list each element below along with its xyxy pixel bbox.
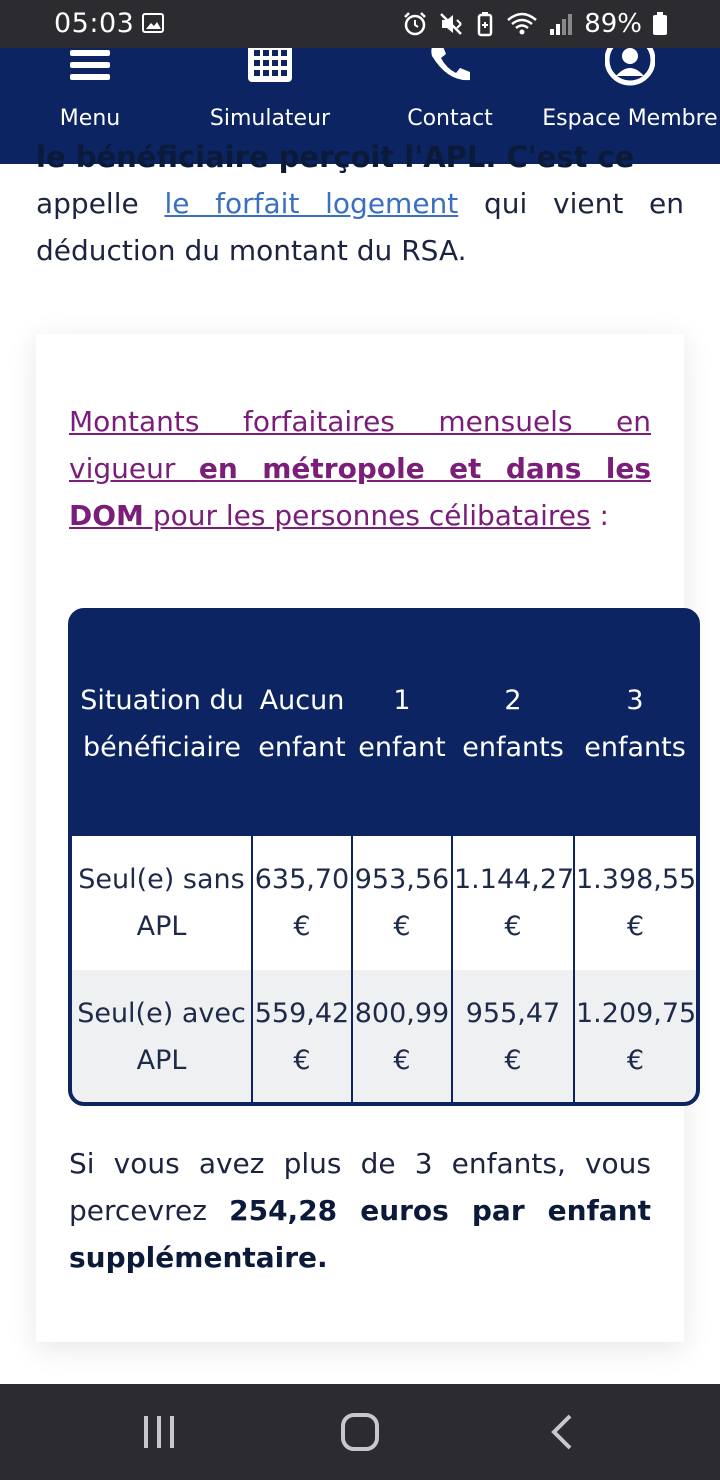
title-part-2: pour les personnes célibataires	[143, 499, 591, 532]
nav-espace-membre-label: Espace Membre	[542, 106, 718, 131]
header-3-enfants: 3 enfants	[574, 612, 696, 836]
mute-icon	[438, 11, 464, 37]
android-nav-bar	[0, 1384, 720, 1480]
header-2-enfants: 2 enfants	[452, 612, 574, 836]
user-icon	[605, 48, 655, 86]
table-cell: 559,42 €	[252, 970, 352, 1104]
table-cell: 1.398,55 €	[574, 836, 696, 970]
table-cell: 635,70 €	[252, 836, 352, 970]
table-cell: 953,56 €	[352, 836, 452, 970]
status-bar	[0, 0, 720, 48]
table-row	[72, 836, 696, 970]
back-icon[interactable]	[548, 1412, 576, 1452]
title-colon: :	[590, 499, 609, 532]
header-situation: Situation du bénéficiaire	[72, 612, 252, 836]
nav-menu-label: Menu	[59, 106, 121, 131]
calculator-icon	[247, 48, 293, 84]
status-time: 05:03	[54, 8, 135, 39]
table-cell: 1.209,75 €	[574, 970, 696, 1104]
amounts-table	[72, 612, 696, 1104]
intro-text-before: appelle	[36, 187, 165, 220]
forfait-logement-link[interactable]: le forfait logement	[164, 187, 459, 220]
amounts-table-wrapper	[68, 608, 700, 1106]
table-cell: Seul(e) sans APL	[72, 836, 252, 970]
battery-icon	[652, 12, 668, 36]
note-bold: 254,28 euros par enfant supplémentaire.	[69, 1194, 651, 1274]
home-icon[interactable]	[340, 1412, 380, 1452]
table-cell: 1.144,27 €	[452, 836, 574, 970]
recent-apps-icon[interactable]	[142, 1412, 176, 1452]
intro-text-after: qui vient en déduction du montant du RSA.	[36, 187, 684, 267]
wifi-icon	[506, 11, 538, 37]
nav-contact-label: Contact	[407, 106, 493, 131]
header-1-enfant: 1 enfant	[352, 612, 452, 836]
note-text: Si vous avez plus de 3 enfants, vous percevrez	[69, 1147, 651, 1227]
status-icons	[402, 8, 668, 40]
title-part-1: Montants forfaitaires mensuels en vigueur	[69, 405, 651, 485]
title-bold: en métropole et dans les DOM	[69, 452, 652, 532]
extra-children-note	[69, 1140, 651, 1281]
card-title	[69, 398, 651, 539]
table-cell: Seul(e) avec APL	[72, 970, 252, 1104]
table-header-row	[72, 612, 696, 836]
battery-percent: 89%	[584, 9, 642, 39]
battery-saver-icon	[474, 11, 496, 37]
clipped-text-line: le bénéficiaire perçoit l'APL. C'est ce	[36, 140, 635, 174]
alarm-icon	[402, 11, 428, 37]
phone-icon	[428, 48, 472, 82]
signal-icon	[548, 11, 574, 37]
intro-paragraph	[36, 180, 684, 274]
table-cell: 955,47 €	[452, 970, 574, 1104]
table-cell: 800,99 €	[352, 970, 452, 1104]
nav-simulateur-label: Simulateur	[209, 106, 331, 131]
menu-icon	[68, 48, 112, 82]
header-aucun-enfant: Aucun enfant	[252, 612, 352, 836]
image-icon	[142, 13, 164, 33]
table-row	[72, 970, 696, 1104]
